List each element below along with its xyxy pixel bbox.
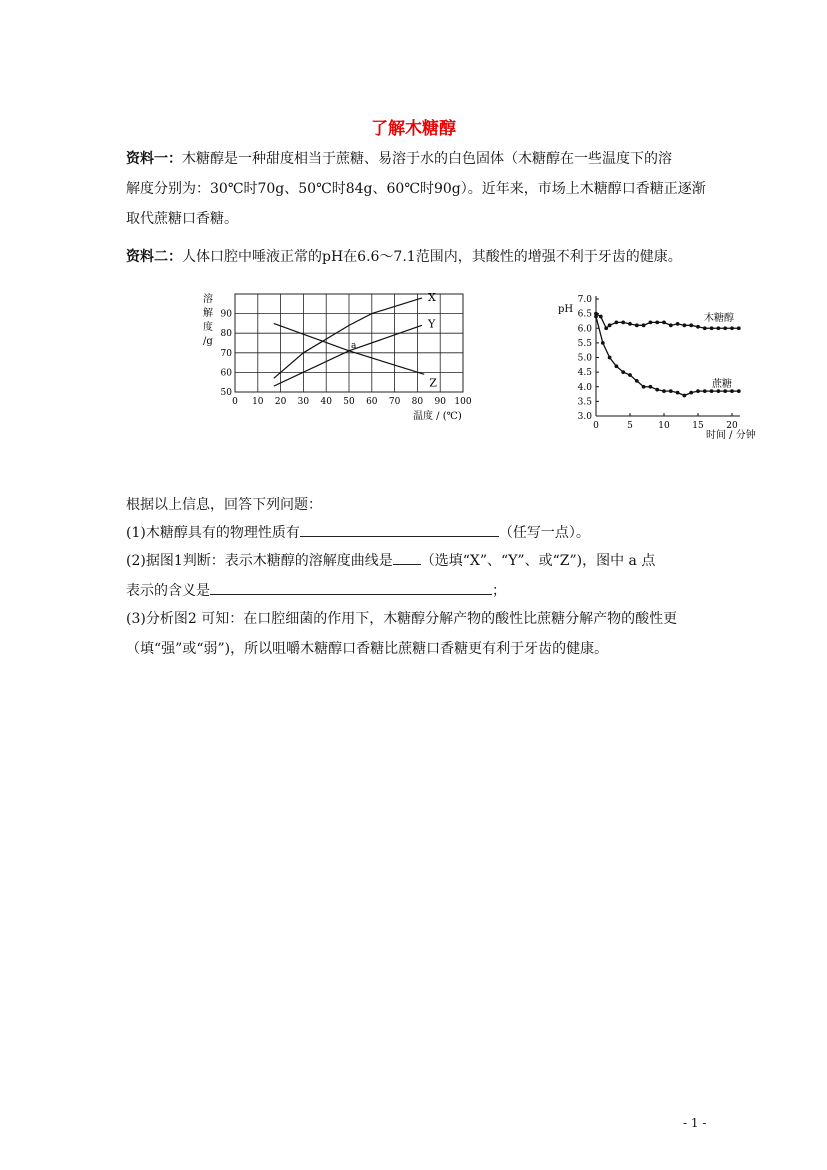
data-point (621, 321, 625, 325)
data-point (696, 389, 700, 393)
question-3 (126, 604, 706, 664)
question-1-suffix: （任写一点）。 (498, 525, 590, 541)
question-2-prefix: (2)据图1判断：表示木糖醇的溶解度曲线是 (126, 553, 393, 569)
question-2-middle: （选填“X”、“Y”、或“Z”)，图中 a 点 (420, 553, 656, 569)
data-point (737, 389, 741, 393)
x-tick-label: 80 (411, 397, 424, 407)
data-point (628, 373, 632, 377)
answer-blank-2a[interactable] (393, 550, 421, 565)
data-point (669, 389, 673, 393)
y-tick-label: 60 (220, 368, 232, 379)
data-point (662, 321, 666, 325)
x-tick-label: 10 (252, 397, 264, 407)
answer-blank-1[interactable] (300, 522, 499, 537)
material-two (126, 242, 706, 272)
data-point (608, 323, 612, 327)
y-tick-label: 4.0 (577, 382, 592, 393)
x-tick-label: 100 (454, 397, 472, 407)
y-tick-label: 4.5 (577, 368, 592, 379)
data-point (669, 323, 673, 327)
material-two-label: 资料二： (126, 249, 182, 265)
point-a-label: a (351, 340, 357, 351)
data-point (676, 322, 680, 326)
y-tick-label: 50 (220, 388, 232, 398)
data-point (621, 370, 625, 374)
material-one-line2: 解度分别为：30℃时70g、50℃时84g、60℃时90g）。近年来，市场上木糖醇口香糖正逐渐 (126, 181, 706, 197)
x-tick-label: 5 (627, 421, 633, 431)
data-point (655, 321, 659, 325)
data-point (703, 389, 707, 393)
data-point (628, 322, 632, 326)
data-point (683, 323, 687, 327)
page-title: 了解木糖醇 (371, 119, 456, 139)
data-point (683, 394, 687, 398)
x-tick-label: 70 (388, 397, 401, 407)
x-tick-label: 20 (726, 421, 738, 431)
question-3-line2: （填“强”或“弱”)，所以咀嚼木糖醇口香糖比蔗糖口香糖更有利于牙齿的健康。 (126, 641, 609, 657)
data-point (608, 356, 612, 360)
series-label-x: X (427, 290, 436, 304)
x-tick-label: 30 (297, 397, 310, 407)
x-tick-label: 10 (658, 421, 670, 431)
material-one-label: 资料一： (126, 151, 182, 167)
data-point (655, 388, 659, 392)
series-label: 木糖醇 (704, 313, 734, 324)
material-two-text: 人体口腔中唾液正常的pH在6.6～7.1范围内，其酸性的增强不利于牙齿的健康。 (182, 249, 682, 265)
data-point (642, 385, 646, 389)
data-point (599, 315, 603, 319)
x-axis-label: 温度 / (℃) (413, 411, 462, 422)
question-3-line1: (3)分析图2 可知：在口腔细菌的作用下，木糖醇分解产物的酸性比蔗糖分解产物的酸性更 (126, 611, 678, 627)
question-1-prefix: (1)木糖醇具有的物理性质有 (126, 525, 300, 541)
y-axis-label: /g (203, 336, 213, 347)
y-tick-label: 90 (220, 309, 232, 320)
x-tick-label: 0 (593, 421, 599, 431)
x-tick-label: 20 (274, 397, 287, 407)
data-point (649, 321, 653, 325)
data-point (615, 364, 619, 368)
material-one-line3: 取代蔗糖口香糖。 (126, 211, 238, 227)
data-point (604, 326, 608, 330)
y-axis-label: 解 (203, 308, 213, 319)
question-2-line2-suffix: ； (492, 583, 506, 599)
y-tick-label: 6.5 (577, 309, 592, 320)
data-point (615, 321, 619, 325)
x-tick-label: 60 (366, 397, 378, 407)
data-point (710, 326, 714, 330)
data-point (737, 326, 741, 330)
material-one (126, 144, 706, 234)
data-point (696, 325, 700, 329)
y-tick-label: 5.0 (577, 353, 592, 364)
y-tick-label: 7.0 (577, 295, 592, 305)
y-tick-label: 70 (220, 348, 232, 359)
data-point (662, 389, 666, 393)
x-axis-label: 时间 / 分钟 (706, 430, 756, 441)
data-point (649, 385, 653, 389)
series-line-y (274, 325, 422, 386)
data-point (689, 323, 693, 327)
y-tick-label: 80 (220, 329, 232, 340)
data-point (717, 326, 721, 330)
y-tick-label: 5.5 (577, 338, 592, 349)
question-2 (126, 546, 706, 606)
question-2-line2-prefix: 表示的含义是 (126, 583, 210, 599)
data-point (594, 315, 598, 319)
ph-chart (550, 288, 765, 446)
x-tick-label: 15 (692, 421, 704, 431)
question-1 (126, 518, 706, 548)
data-point (703, 326, 707, 330)
x-tick-label: 90 (434, 397, 446, 407)
solubility-chart (195, 288, 485, 428)
data-point (642, 323, 646, 327)
x-tick-label: 40 (320, 397, 332, 407)
y-axis-label: 度 (203, 322, 213, 333)
y-axis-label: pH (558, 304, 574, 315)
data-point (689, 391, 693, 395)
data-point (723, 326, 727, 330)
answer-blank-2b[interactable] (210, 580, 492, 595)
y-tick-label: 3.0 (577, 412, 592, 422)
series-label: 蔗糖 (712, 379, 732, 390)
y-tick-label: 6.0 (577, 324, 592, 335)
series-label-z: Z (429, 376, 437, 390)
page-number: - 1 - (683, 1116, 707, 1130)
data-point (730, 326, 734, 330)
x-tick-label: 0 (232, 397, 238, 407)
data-point (635, 323, 639, 327)
question-intro: 根据以上信息，回答下列问题： (126, 497, 322, 513)
data-point (635, 379, 639, 383)
x-tick-label: 50 (343, 397, 355, 407)
data-point (676, 391, 680, 395)
y-axis-label: 溶 (203, 294, 213, 305)
y-tick-label: 3.5 (577, 397, 592, 408)
series-label-y: Y (427, 317, 436, 331)
material-one-line1: 木糖醇是一种甜度相当于蔗糖、易溶于水的白色固体（木糖醇在一些温度下的溶 (182, 151, 672, 167)
data-point (601, 341, 605, 345)
